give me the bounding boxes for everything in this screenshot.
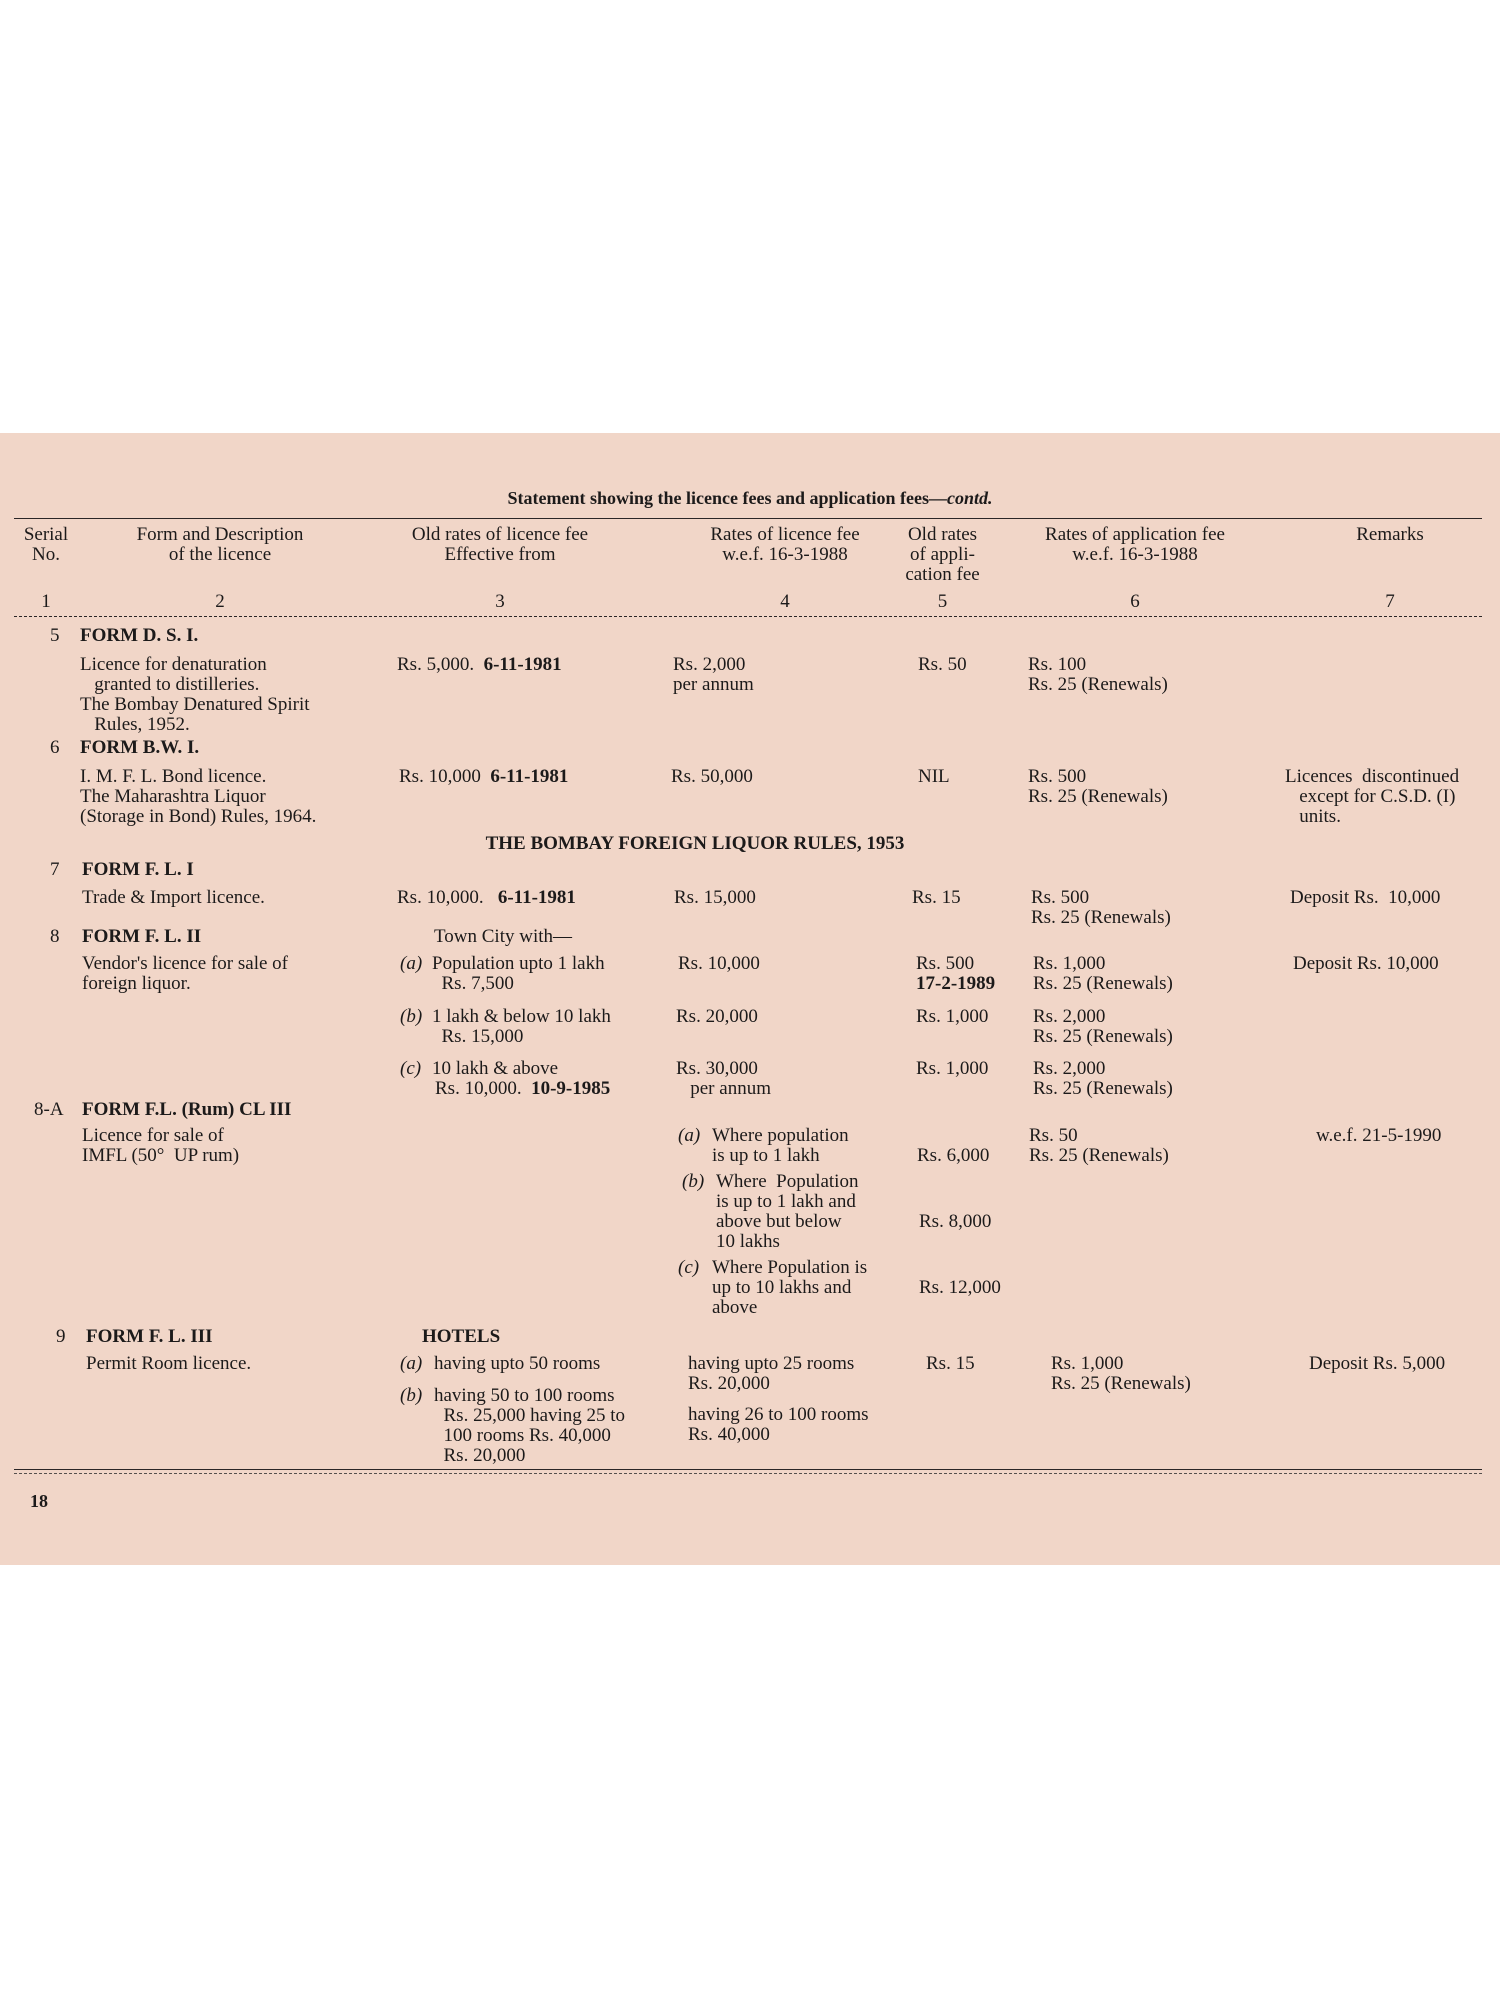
sub-label: (a) bbox=[678, 1125, 701, 1146]
table-bottom-rule bbox=[14, 1469, 1482, 1470]
form-name: FORM F. L. II bbox=[82, 926, 202, 947]
remarks: Licences discontinued except for C.S.D. (I) units. bbox=[1285, 766, 1460, 827]
old-rate bbox=[435, 1079, 610, 1099]
col-header-old-rates: Old rates of licence fee Effective from bbox=[411, 524, 589, 565]
col-number-3: 3 bbox=[495, 591, 505, 612]
sub-label: (c) bbox=[678, 1257, 700, 1278]
col-number-5: 5 bbox=[937, 591, 948, 612]
sub-item-text: Where Population is up to 10 lakhs and above bbox=[712, 1257, 868, 1318]
remarks: w.e.f. 21-5-1990 bbox=[1316, 1125, 1442, 1146]
old-app-fee: Rs. 50 bbox=[918, 654, 967, 675]
old-rate-value: Rs. 5,000. bbox=[397, 654, 475, 675]
old-rate-date: 10-9-1985 bbox=[531, 1078, 611, 1099]
form-description: Permit Room licence. bbox=[86, 1353, 252, 1374]
new-rate: Rs. 30,000 per annum bbox=[676, 1058, 771, 1099]
serial-number: 8-A bbox=[34, 1099, 64, 1120]
form-name: FORM F. L. III bbox=[86, 1326, 213, 1347]
remarks: Deposit Rs. 10,000 bbox=[1290, 887, 1441, 908]
form-name: FORM F. L. I bbox=[82, 859, 194, 880]
sub-item-text: 1 lakh & below 10 lakh Rs. 15,000 bbox=[432, 1006, 611, 1047]
old-rate-date: 6-11-1981 bbox=[483, 654, 562, 675]
fee-value: Rs. 8,000 bbox=[919, 1211, 992, 1232]
serial-number: 7 bbox=[50, 859, 60, 880]
header-top-rule bbox=[14, 518, 1482, 519]
new-app-fee: Rs. 50 Rs. 25 (Renewals) bbox=[1029, 1125, 1169, 1166]
col-header-form: Form and Description of the licence bbox=[136, 524, 304, 565]
sub-item-text: Where population is up to 1 lakh bbox=[712, 1125, 849, 1166]
sub-item-text: having upto 50 rooms bbox=[434, 1353, 601, 1374]
fee-value: Rs. 12,000 bbox=[919, 1277, 1001, 1298]
old-app-fee-date: 17-2-1989 bbox=[916, 973, 996, 994]
col-number-2: 2 bbox=[215, 591, 225, 612]
new-app-fee: Rs. 2,000 Rs. 25 (Renewals) bbox=[1033, 1006, 1173, 1047]
section-heading: THE BOMBAY FOREIGN LIQUOR RULES, 1953 bbox=[485, 833, 905, 854]
col-header-new-app: Rates of application fee w.e.f. 16-3-1988 bbox=[1045, 524, 1225, 565]
new-app-fee: Rs. 2,000 Rs. 25 (Renewals) bbox=[1033, 1058, 1173, 1099]
serial-number: 6 bbox=[50, 737, 60, 758]
old-app-fee: Rs. 1,000 bbox=[916, 1058, 989, 1079]
old-rate bbox=[397, 655, 562, 675]
hotels-heading: HOTELS bbox=[422, 1326, 501, 1347]
header-bottom-rule bbox=[14, 616, 1482, 617]
new-rate: Rs. 15,000 bbox=[674, 887, 756, 908]
fee-value: Rs. 6,000 bbox=[917, 1145, 990, 1166]
col-header-old-app: Old rates of appli- cation fee bbox=[905, 524, 980, 585]
new-app-fee: Rs. 500 Rs. 25 (Renewals) bbox=[1028, 766, 1168, 807]
sub-label: (b) bbox=[400, 1385, 423, 1406]
new-app-fee: Rs. 1,000 Rs. 25 (Renewals) bbox=[1051, 1353, 1191, 1394]
serial-number: 8 bbox=[50, 926, 60, 947]
col-header-new-rates: Rates of licence fee w.e.f. 16-3-1988 bbox=[710, 524, 860, 565]
form-description: Trade & Import licence. bbox=[82, 887, 265, 908]
form-name: FORM F.L. (Rum) CL III bbox=[82, 1099, 292, 1120]
old-rate-date: 6-11-1981 bbox=[497, 887, 576, 908]
sub-label: (b) bbox=[682, 1171, 705, 1192]
title-suffix: —contd. bbox=[928, 488, 993, 508]
form-name: FORM B.W. I. bbox=[80, 737, 200, 758]
new-rate: Rs. 2,000 per annum bbox=[673, 654, 754, 695]
sub-label: (b) bbox=[400, 1006, 423, 1027]
document-page bbox=[0, 433, 1500, 1565]
serial-number: 5 bbox=[50, 625, 60, 646]
old-app-fee: Rs. 1,000 bbox=[916, 1006, 989, 1027]
old-app-fee: Rs. 15 bbox=[912, 887, 961, 908]
sub-item-text: Population upto 1 lakh Rs. 7,500 bbox=[432, 953, 605, 994]
new-rate: Rs. 20,000 bbox=[676, 1006, 758, 1027]
form-description: Licence for sale of IMFL (50° UP rum) bbox=[82, 1125, 240, 1166]
old-rate bbox=[399, 767, 568, 787]
sub-label: (c) bbox=[400, 1058, 422, 1079]
serial-number: 9 bbox=[56, 1326, 66, 1347]
form-name: FORM D. S. I. bbox=[80, 625, 199, 646]
table-bottom-rule-dashed bbox=[14, 1473, 1482, 1474]
form-description: Vendor's licence for sale of foreign liquor. bbox=[82, 953, 289, 994]
new-app-fee: Rs. 500 Rs. 25 (Renewals) bbox=[1031, 887, 1171, 928]
col-number-1: 1 bbox=[41, 591, 51, 612]
page-title bbox=[0, 488, 1500, 508]
new-rate: Rs. 50,000 bbox=[671, 766, 753, 787]
old-app-fee: NIL bbox=[918, 766, 950, 787]
new-app-fee: Rs. 1,000 Rs. 25 (Renewals) bbox=[1033, 953, 1173, 994]
col-header-remarks: Remarks bbox=[1356, 524, 1424, 545]
sub-label: (a) bbox=[400, 953, 423, 974]
old-rate-value: Rs. 10,000 bbox=[399, 766, 481, 787]
form-description: I. M. F. L. Bond licence. The Maharashtra Liquor (Storage in Bond) Rules, 1964. bbox=[80, 766, 317, 827]
col-header-serial: Serial No. bbox=[23, 524, 69, 565]
old-app-fee: Rs. 15 bbox=[926, 1353, 975, 1374]
col-number-6: 6 bbox=[1130, 591, 1140, 612]
sub-item-text: 10 lakh & above bbox=[432, 1058, 559, 1079]
old-rate-value: Rs. 10,000. bbox=[435, 1078, 522, 1099]
town-heading: Town City with— bbox=[434, 926, 573, 947]
new-app-fee: Rs. 100 Rs. 25 (Renewals) bbox=[1028, 654, 1168, 695]
form-description: Licence for denaturation granted to distilleries. The Bombay Denatured Spirit Rules, 1952. bbox=[80, 654, 310, 735]
old-rate bbox=[397, 888, 576, 908]
old-rate-date: 6-11-1981 bbox=[490, 766, 569, 787]
col-number-7: 7 bbox=[1385, 591, 1395, 612]
sub-item-text: having 50 to 100 rooms Rs. 25,000 having 25 to 100 rooms Rs. 40,000 Rs. 20,000 bbox=[434, 1385, 626, 1466]
remarks: Deposit Rs. 10,000 bbox=[1293, 953, 1439, 974]
sub-item-text: Where Population is up to 1 lakh and above but below 10 lakhs bbox=[716, 1171, 859, 1252]
title-text: Statement showing the licence fees and application fees bbox=[507, 488, 929, 508]
col-number-4: 4 bbox=[780, 591, 790, 612]
new-rate: having 26 to 100 rooms Rs. 40,000 bbox=[688, 1404, 869, 1445]
page-number: 18 bbox=[30, 1491, 48, 1511]
sub-label: (a) bbox=[400, 1353, 423, 1374]
remarks: Deposit Rs. 5,000 bbox=[1309, 1353, 1446, 1374]
new-rate: having upto 25 rooms Rs. 20,000 bbox=[688, 1353, 855, 1394]
new-rate: Rs. 10,000 bbox=[678, 953, 760, 974]
old-app-fee: Rs. 500 bbox=[916, 953, 975, 974]
old-rate-value: Rs. 10,000. bbox=[397, 887, 484, 908]
